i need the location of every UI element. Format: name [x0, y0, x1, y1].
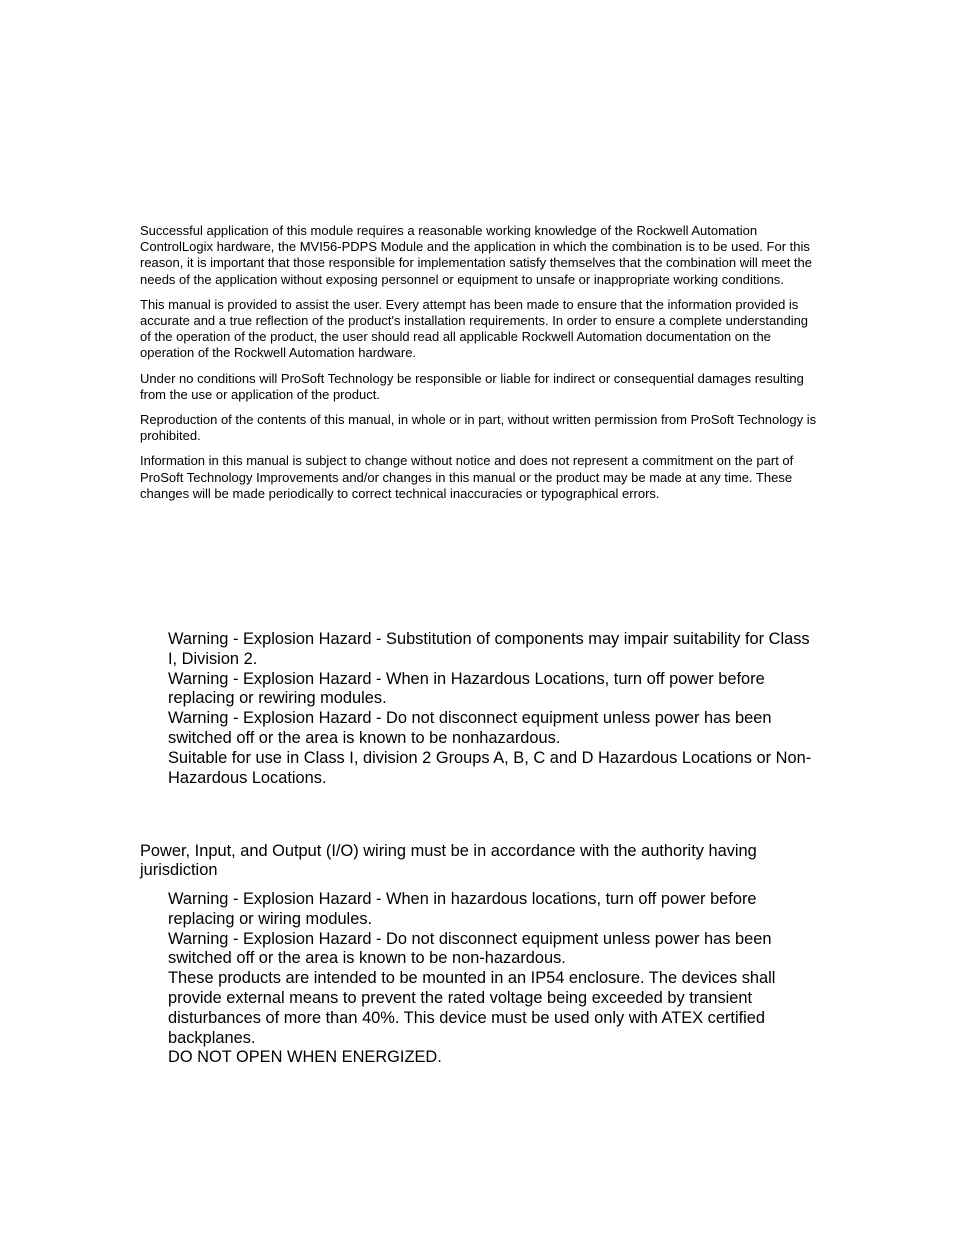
class1-warning-item: Warning - Explosion Hazard - Substitution of components may impair suitability for Class I, Division 2.: [168, 630, 810, 668]
intro-paragraph: Information in this manual is subject to change without notice and does not represent a commitment on the part of ProSoft Technology Improvements and/or changes in this manual or the product may be made at any time. These changes will be made periodically to correct technical inaccuracies or typographical errors.: [140, 453, 794, 501]
class1-warning-item: Suitable for use in Class I, division 2 Groups A, B, C and D Hazardous Locations or Non-Hazardous Locations.: [168, 748, 812, 787]
wiring-intro-text: Power, Input, and Output (I/O) wiring must be in accordance with the authority having jurisdiction: [140, 842, 757, 880]
class1-warning-item: Warning - Explosion Hazard - When in Hazardous Locations, turn off power before replacing or rewiring modules.: [168, 669, 765, 708]
intro-paragraph: Under no conditions will ProSoft Technology be responsible or liable for indirect or consequential damages resulting from the use or application of the product.: [140, 370, 804, 402]
intro-paragraph: This manual is provided to assist the user. Every attempt has been made to ensure that the information provided is accurate and a true reflection of the product's installation requirements. In order to ensure a complete understanding of the operation of the product, the user should read all applicable Rockwell Automation documentation on the operation of the Rockwell Automation hardware.: [140, 296, 809, 361]
intro-section: [140, 223, 820, 511]
atex-warning-list: [168, 890, 818, 1068]
atex-warning-item: These products are intended to be mounted in an IP54 enclosure. The devices shall provide external means to prevent the rated voltage being exceeded by transient disturbances of more than 40%. This device must be used only with ATEX certified backplanes.: [168, 969, 776, 1047]
class1-warning-list: [168, 630, 818, 788]
intro-paragraph: Successful application of this module requires a reasonable working knowledge of the Rockwell Automation ControlLogix hardware, the MVI56-PDPS Module and the application in which the combination is to be used. For this reason, it is important that those responsible for implementation satisfy themselves that the combination will meet the needs of the application without exposing personnel or equipment to unsafe or inappropriate working conditions.: [140, 223, 812, 287]
class1-warning-item: Warning - Explosion Hazard - Do not disconnect equipment unless power has been switched off or the area is known to be nonhazardous.: [168, 709, 772, 747]
atex-warning-item: Warning - Explosion Hazard - Do not disconnect equipment unless power has been switched off or the area is known to be non-hazardous.: [168, 929, 772, 968]
atex-warning-item: DO NOT OPEN WHEN ENERGIZED.: [168, 1048, 442, 1067]
atex-warning-item: Warning - Explosion Hazard - When in hazardous locations, turn off power before replacing or wiring modules.: [168, 890, 757, 928]
intro-paragraph: Reproduction of the contents of this manual, in whole or in part, without written permission from ProSoft Technology is prohibited.: [140, 412, 817, 444]
